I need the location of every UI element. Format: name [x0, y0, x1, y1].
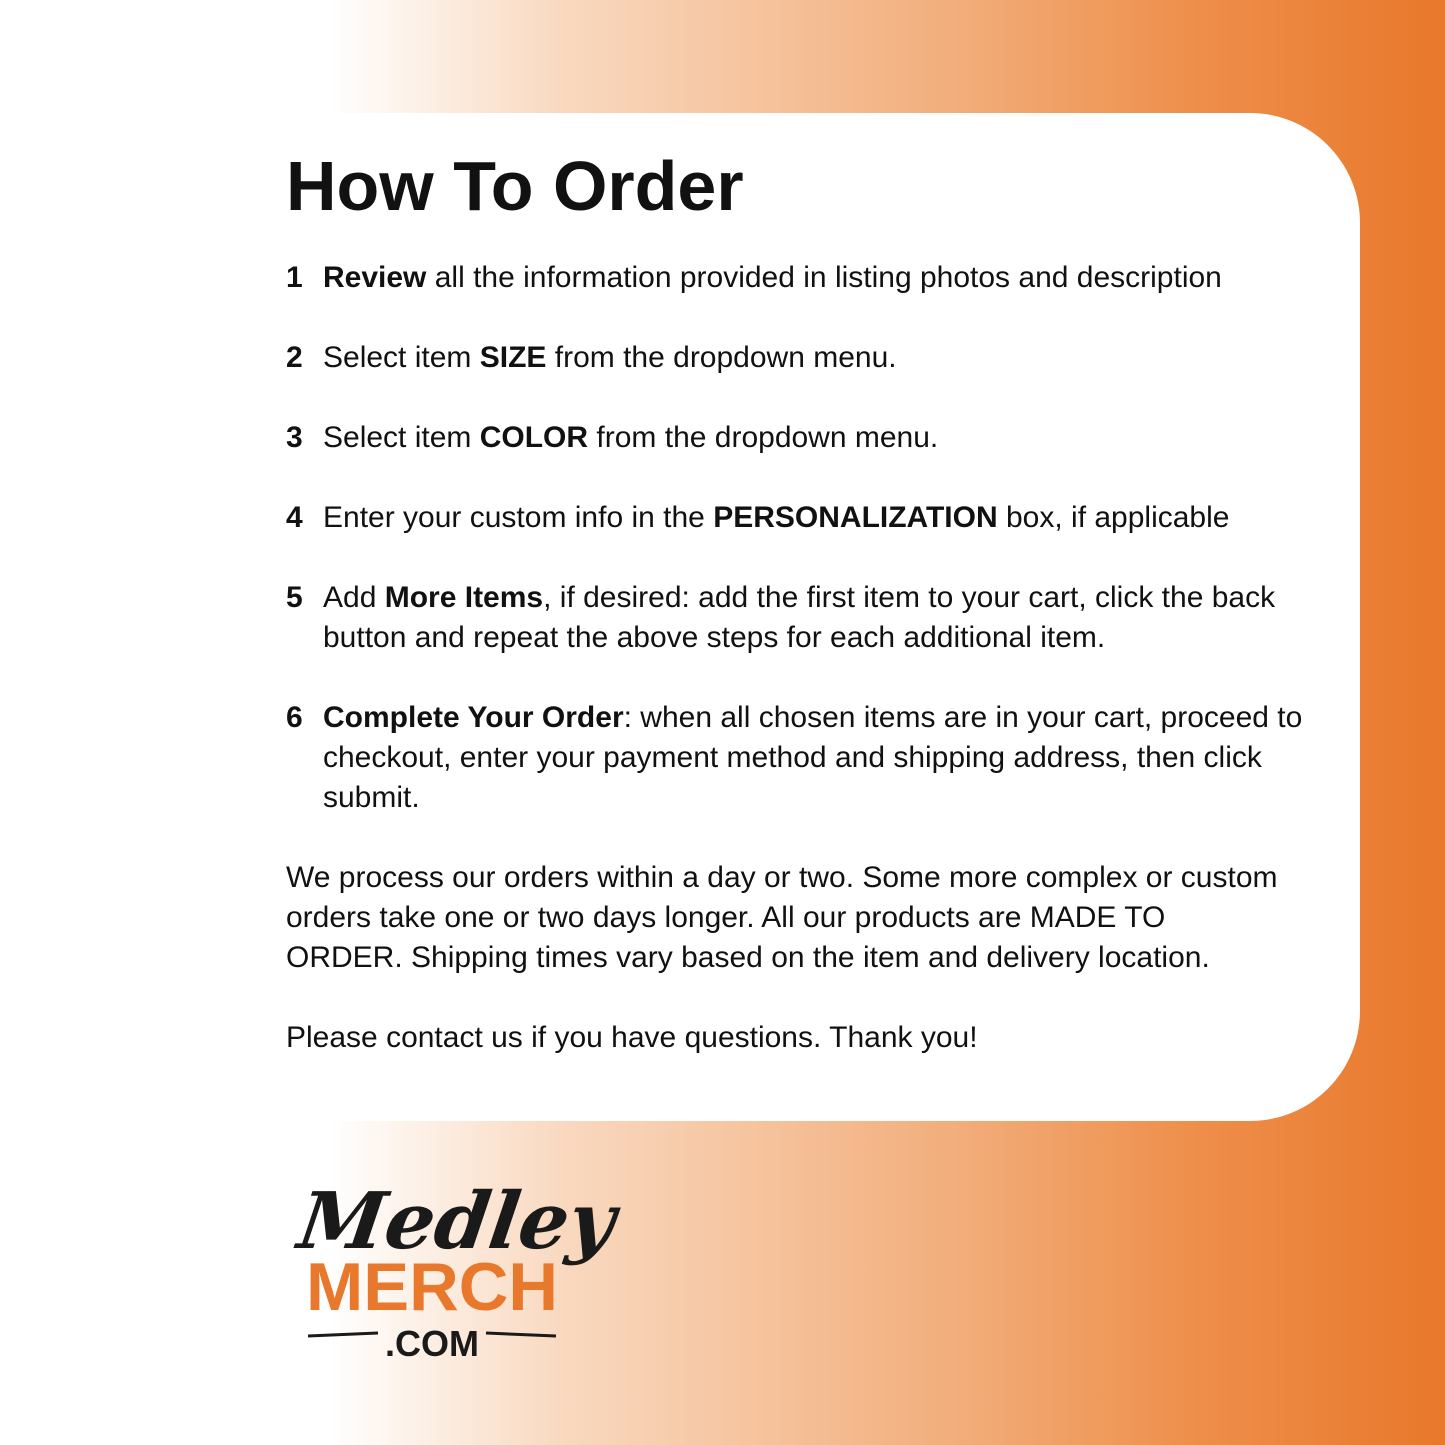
step-text-post: , if desired: add the first item to your cart, click the back button and repeat the above steps for each additional item.	[323, 581, 1276, 654]
processing-note: We process our orders within a day or two. Some more complex or custom orders take one or two days longer. All our products are MADE TO ORDER. Shipping times vary based on the item and delivery location.	[286, 861, 1278, 974]
contact-note: Please contact us if you have questions. Thank you!	[286, 1021, 978, 1054]
step-text-bold: Review	[323, 261, 427, 294]
step-text-post: from the dropdown menu.	[546, 341, 897, 374]
step-text-post: all the information provided in listing photos and description	[426, 261, 1222, 294]
page-title: How To Order	[286, 147, 744, 225]
step-text-pre: Add	[323, 581, 385, 614]
step-text-post: box, if applicable	[997, 501, 1230, 534]
medley-merch-logo	[292, 1160, 621, 1370]
step-text-pre: Enter your custom info in the	[323, 501, 714, 534]
step-item	[286, 498, 1346, 538]
step-number: 6	[286, 701, 303, 734]
logo-domain-suffix: .COM	[385, 1323, 479, 1364]
step-text-bold: Complete Your Order	[323, 701, 624, 734]
step-item	[286, 258, 1346, 298]
step-number: 4	[286, 501, 303, 534]
step-item	[286, 418, 1346, 458]
step-text-pre: Select item	[323, 341, 480, 374]
logo-script-word: Medley	[292, 1175, 621, 1267]
step-item	[286, 698, 1346, 818]
step-text-post: : when all chosen items are in your cart, proceed to checkout, enter your payment method and shipping address, then click submit.	[323, 701, 1303, 814]
how-to-order-section	[286, 145, 1346, 1098]
logo-left-rule	[308, 1333, 378, 1336]
step-text-pre: Select item	[323, 421, 480, 454]
step-text-bold: COLOR	[479, 421, 589, 454]
logo-merch-word: MERCH	[306, 1249, 558, 1325]
step-text-bold: PERSONALIZATION	[713, 501, 998, 534]
step-item	[286, 338, 1346, 378]
logo-graphic	[292, 1160, 621, 1370]
step-number: 1	[286, 261, 303, 294]
step-text-bold: More Items	[384, 581, 544, 614]
steps-list	[286, 258, 1346, 818]
step-item	[286, 578, 1346, 658]
logo-right-rule	[486, 1333, 556, 1336]
step-number: 5	[286, 581, 303, 614]
step-number: 3	[286, 421, 303, 454]
step-text-post: from the dropdown menu.	[588, 421, 939, 454]
step-number: 2	[286, 341, 303, 374]
step-text-bold: SIZE	[479, 341, 547, 374]
